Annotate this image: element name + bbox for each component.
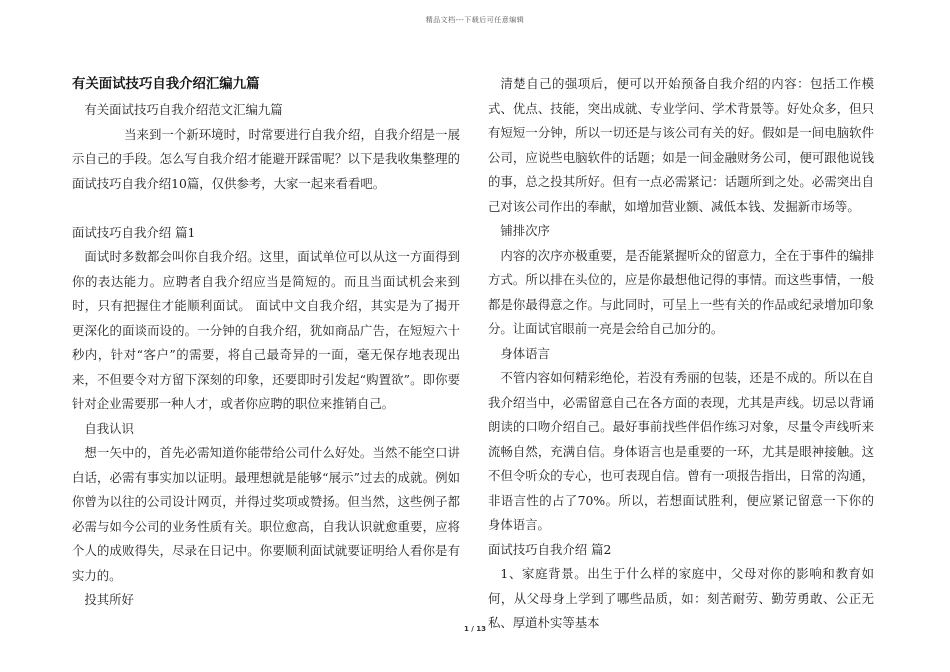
document-subtitle: 有关面试技巧自我介绍范文汇编九篇 [84,102,283,117]
body-paragraph: 内容的次序亦极重要，是否能紧握听众的留意力，全在于事件的编排方式。所以排在头位的，应是你最想他记得的事情。而这些事情，一般都是你最得意之作。与此同时，可呈上一些有关的作品或纪录增加印象分。让面试官眼前一亮是会给自己加分的。 [488,247,874,336]
body-paragraph: 面试时多数都会叫你自我介绍。这里，面试单位可以从这一方面得到你的表达能力。应聘者自我介绍应当是简短的。而且当面试机会来到时，只有把握住才能顺利面试。 面试中文自我介绍，其实是为了揭开更深化的面谈而设的。一分钟的自我介绍，犹如商品广告，在短短六十秒内，针对“客户”的需要，将自己最奇异的一面，毫无保存地表现出来，不但要令对方留下深刻的印象，还要即时引发起“购置欲”。即你要针对企业需要那一种人才，或者你应聘的职位来推销自己。 [72,249,460,411]
section-heading-2: 面试技巧自我介绍 篇2 [488,541,612,557]
left-column [72,72,460,613]
subheading-order: 铺排次序 [500,223,550,238]
body-paragraph: 1、家庭背景。出生于什么样的家庭中，父母对你的影响和教育如何，从父母身上学到了哪些品质，如：刻苦耐劳、勤劳勇敢、公正无私、厚道朴实等基本 [488,566,874,630]
body-paragraph: 清楚自己的强项后，便可以开始预备自我介绍的内容：包括工作模式、优点、技能，突出成就、专业学问、学术背景等。好处众多，但只有短短一分钟，所以一切还是与该公司有关的好。假如是一间电脑软件公司，应说些电脑软件的话题；如是一间金融财务公司，便可跟他说钱的事，总之投其所好。但有一点必需紧记：话题所到之处。必需突出自己对该公司作出的奉献，如增加营业额、减低本钱、发掘新市场等。 [488,76,874,214]
subheading-body-language: 身体语言 [500,345,550,361]
page-number: 1 / 13 [463,625,487,633]
spacer [72,196,460,221]
subheading-cater: 投其所好 [84,592,134,607]
body-paragraph: 想一矢中的，首先必需知道你能带给公司什么好处。当然不能空口讲白话，必需有事实加以证明。最理想就是能够“展示”过去的成就。例如你曾为以往的公司设计网页，并得过奖项或赞扬。但当然，这些例子都必需与如今公司的业务性质有关。职位愈高，自我认识就愈重要，应将个人的成败得失，尽录在日记中。你要顺利面试就要证明给人看你是有实力的。 [72,445,460,583]
page-header: 精品文档---下载后可任意编辑 [425,16,525,24]
intro-paragraph: 当来到一个新环境时，时常要进行自我介绍，自我介绍是一展示自己的手段。怎么写自我介绍才能避开踩雷呢？以下是我收集整理的面试技巧自我介绍10篇，仅供参考，大家一起来看看吧。 [72,126,460,191]
document-title: 有关面试技巧自我介绍汇编九篇 [72,77,260,92]
section-heading-1: 面试技巧自我介绍 篇1 [72,224,196,240]
subheading-self-awareness: 自我认识 [84,420,134,436]
body-paragraph: 不管内容如何精彩绝伦，若没有秀丽的包装，还是不成的。所以在自我介绍当中，必需留意自己在各方面的表现，尤其是声线。切忌以背诵朗读的口吻介绍自己。最好事前找些伴侣作练习对象，尽量令声线听来流畅自然，充满自信。身体语言也是重要的一环，尤其是眼神接触。这不但令听众的专心，也可表现自信。曾有一项报告指出，日常的沟通，非语言性的占了70%。所以，若想面试胜利，便应紧记留意一下你的身体语言。 [488,370,874,532]
right-column [488,72,874,636]
